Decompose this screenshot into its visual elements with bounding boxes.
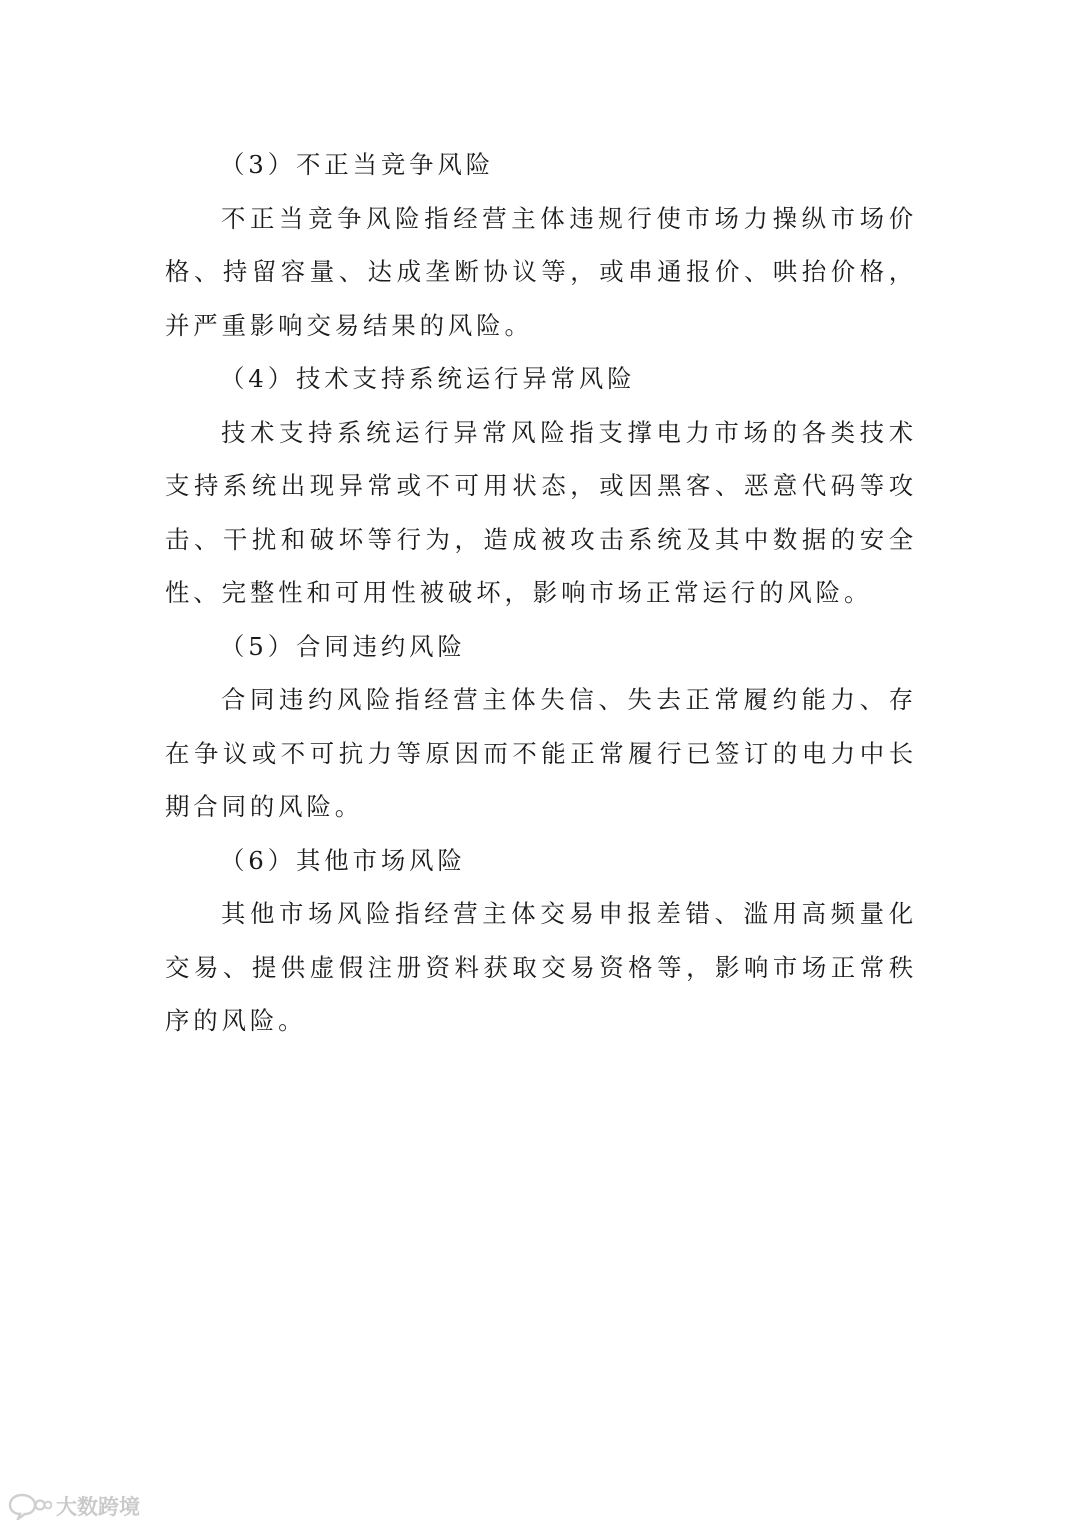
section-body-4: 技术支持系统运行异常风险指支撑电力市场的各类技术支持系统出现异常或不可用状态，或因黑客、恶意代码等攻击、干扰和破坏等行为，造成被攻击系统及其中数据的安全性、完整性和可用性被破坏，影响市场正常运行的风险。 (165, 417, 917, 607)
section-body-5: 合同违约风险指经营主体失信、失去正常履约能力、存在争议或不可抗力等原因而不能正常履行已签订的电力中长期合同的风险。 (165, 685, 917, 821)
watermark-text: 大数跨境 (56, 1495, 140, 1519)
document-content (165, 138, 917, 1048)
section-body-3: 不正当竞争风险指经营主体违规行使市场力操纵市场价格、持留容量、达成垄断协议等，或串通报价、哄抬价格，并严重影响交易结果的风险。 (165, 203, 917, 340)
section-heading-3: （3）不正当竞争风险 (220, 150, 495, 179)
section-heading-6: （6）其他市场风险 (220, 845, 466, 875)
section-body-6: 其他市场风险指经营主体交易申报差错、滥用高频量化交易、提供虚假注册资料获取交易资格等，影响市场正常秩序的风险。 (165, 899, 917, 1035)
chat-bubble-logo-icon (8, 1492, 52, 1520)
section-heading-5: （5）合同违约风险 (220, 631, 466, 661)
section-heading-4: （4）技术支持系统运行异常风险 (220, 364, 636, 393)
watermark (8, 1490, 140, 1522)
